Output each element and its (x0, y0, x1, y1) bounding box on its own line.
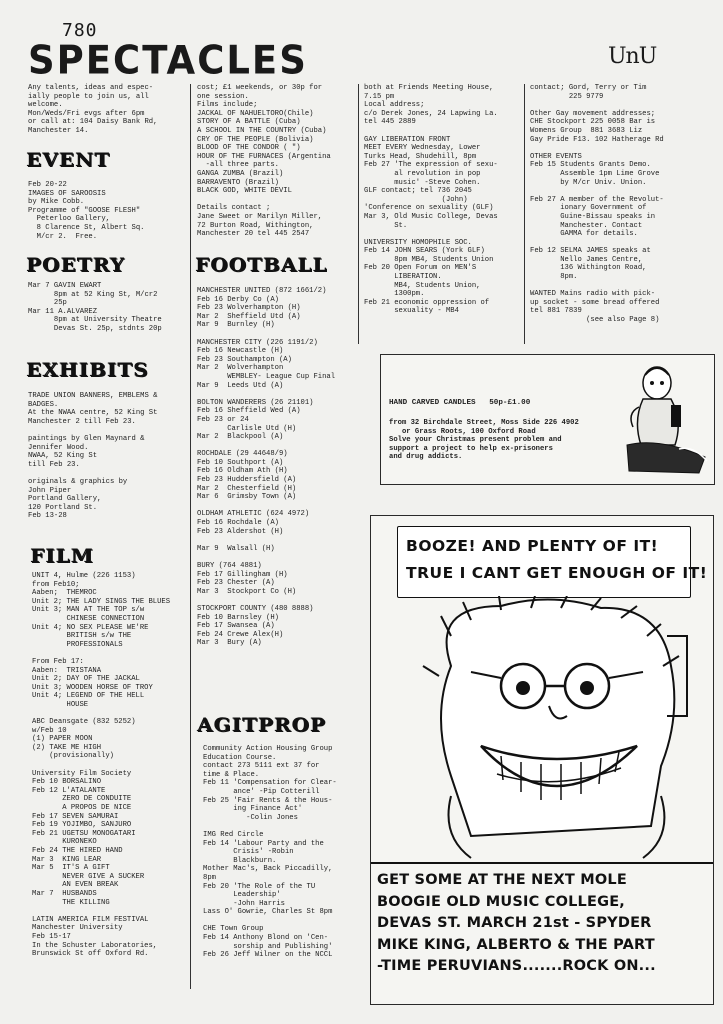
football-fixtures: MANCHESTER UNITED (872 1661/2) Feb 16 Derby Co (A) Feb 23 Wolverhampton (H) Mar 2 Sheffield Utd (A) Mar 9 Burnley (H) MANCHESTER CITY (226 1191/2) Feb 16 Newcastle (H) Feb 23 Southampton (A) Mar 2 Wolverhampton WEMBLEY- League Cup Final Mar 9 Leeds Utd (A) BOLTON WANDERERS (26 21101) Feb 16 Sheffield Wed (A) Feb 23 or 24 Carlisle Utd (H) Mar 2 Blackpool (A) ROCHDALE (29 44648/9) Feb 10 Southport (A) Feb 16 Oldham Ath (H) Feb 23 Huddersfield (A) Mar 2 Chesterfield (H) Mar 6 Grimsby Town (A) OLDHAM ATHLETIC (624 4972) Feb 16 Rochdale (A) Feb 23 Aldershot (H) Mar 9 Walsall (H) BURY (764 4881) Feb 17 Gillingham (H) Feb 23 Chester (A) Mar 3 Stockport Co (H) STOCKPORT COUNTY (480 8888) Feb 10 Barnsley (H) Feb 17 Swansea (A) Feb 24 Crewe Alex(H) Mar 3 Bury (A) (197, 287, 336, 648)
event-listings: Feb 20-22 IMAGES OF SAROOSIS by Mike Cobb. Programme of "GOOSE FLESH" Peterloo Gallery, 8 Clarence St, Albert Sq. M/cr 2. Free. (28, 181, 145, 241)
section-heading-film: FILM (30, 544, 94, 567)
publication-logo: UnU (608, 44, 657, 69)
speech-bubble-text: BOOZE! AND PLENTY OF IT! TRUE I CANT GET ENOUGH OF IT! (406, 537, 708, 582)
exhibits-listings: TRADE UNION BANNERS, EMBLEMS & BADGES. At the NWAA centre, 52 King St Manchester 2 till Feb 23. paintings by Glen Maynard & Jennifer Wood. NWAA, 52 King St till Feb 23. originals & graphics by John Piper Portland Gallery, 120 Portland St. Feb 13-28 (28, 392, 158, 521)
column-divider (524, 84, 525, 344)
candles-advert-title: HAND CARVED CANDLES 50p-£1.00 (389, 399, 531, 407)
masthead-title: SPECTACLES (28, 38, 308, 84)
candle-figure-illustration (619, 361, 711, 479)
advert-divider (371, 862, 713, 864)
column-divider (190, 84, 191, 989)
section-heading-event: EVENT (26, 148, 111, 171)
mole-boogie-advert (370, 515, 714, 1005)
grinning-face-illustration (411, 596, 701, 866)
gay-liberation-listings: both at Friends Meeting House, 7.15 pm Local address; c/o Derek Jones, 24 Lapwing La. tel 445 2889 GAY LIBERATION FRONT MEET EVERY Wednesday, Lower Turks Head, Shudehill, 8pm Feb 27 'The expression of sexu- al revolution in pop music' -Steve Cohen. GLF contact; tel 736 2045 (John) 'Conference on sexuality (GLF) Mar 3, Old Music College, Devas St. UNIVERSITY HOMOPHILE SOC. Feb 14 JOHN SEARS (York GLF) 8pm MB4, Students Union Feb 20 Open Forum on MEN'S LIBERATION. MB4, Students Union, 1300pm. Feb 21 economic oppression of sexuality - MB4 (364, 84, 498, 316)
section-heading-football: FOOTBALL (195, 253, 328, 276)
film-listings: UNIT 4, Hulme (226 1153) from Feb10; Aaben; THEMROC Unit 2; THE LADY SINGS THE BLUES Unit 3; MAN AT THE TOP s/w CHINESE CONNECTION Unit 4; NO SEX PLEASE WE'RE BRITISH s/w THE PROFESSIONALS From Feb 17: Aaben: TRISTANA Unit 2; DAY OF THE JACKAL Unit 3; WOODEN HORSE OF TROY Unit 4; LEGEND OF THE HELL HOUSE ABC Deansgate (832 5252) w/Feb 10 (1) PAPER MOON (2) TAKE ME HIGH (provisionally) University Film Society Feb 10 BORSALINO Feb 12 L'ATALANTE ZERO DE CONDUITE A PROPOS DE NICE Feb 17 SEVEN SAMURAI Feb 19 YOJIMBO, SANJURO Feb 21 UGETSU MONOGATARI KURONEKO Feb 24 THE HIRED HAND Mar 3 KING LEAR Mar 5 IT'S A GIFT NEVER GIVE A SUCKER AN EVEN BREAK Mar 7 HUSBANDS THE KILLING LATIN AMERICA FILM FESTIVAL Manchester University Feb 15-17 In the Schuster Laboratories, Brunswick St off Oxford Rd. (32, 572, 171, 959)
intro-text: Any talents, ideas and espec- ially people to join us, all welcome. Mon/Weds/Fri evgs after 6pm or call at: 104 Daisy Bank Rd, Manchester 14. (28, 84, 158, 135)
other-events-listings: contact; Gord, Terry or Tim 225 9779 Other Gay movement addresses; CHE Stockport 225 0058 Bar is Womens Group 881 3683 Liz Gay Pride F13. 102 Hatherage Rd OTHER EVENTS Feb 15 Students Grants Demo. Assemble 1pm Lime Grove by M/cr Univ. Union. Feb 27 A member of the Revolut- ionary Government of Guine-Bissau speaks in Manchester. Contact GAMMA for details. Feb 12 SELMA JAMES speaks at Nello James Centre, 136 Withington Road, 8pm. WANTED Mains radio with pick- up socket - some bread offered tel 881 7839 (see also Page 8) (530, 84, 664, 325)
page-number: 780 (62, 20, 98, 41)
speech-bubble (397, 526, 708, 598)
latin-america-film-details: cost; £1 weekends, or 30p for one session. Films include; JACKAL OF NAHUELTORO(Chile) STORY OF A BATTLE (Cuba) A SCHOOL IN THE COUNTRY (Cuba) CRY OF THE PEOPLE (Bolivia) BLOOD OF THE CONDOR ( ") HOUR OF THE FURNACES (Argentina -all three parts. GANGA ZUMBA (Brazil) BARRAVENTO (Brazil) BLACK GOD, WHITE DEVIL Details contact ; Jane Sweet or Marilyn Miller, 72 Burton Road, Withington, Manchester 20 tel 445 2547 (197, 84, 331, 239)
section-heading-poetry: POETRY (26, 253, 125, 276)
mole-boogie-caption: GET SOME AT THE NEXT MOLE BOOGIE OLD MUSIC COLLEGE, DEVAS ST. MARCH 21st - SPYDER MIKE KING, ALBERTO & THE PART -TIME PERUVIANS.......ROCK ON... (377, 872, 656, 974)
candles-advert-body: from 32 Birchdale Street, Moss Side 226 4902 or Grass Roots, 100 Oxford Road Solve your Christmas present problem and support a project to help ex-prisoners and drug addicts. (389, 419, 579, 462)
candles-advert (380, 354, 715, 485)
agitprop-listings: Community Action Housing Group Education Course. contact 273 5111 ext 37 for time & Place. Feb 11 'Compensation for Clear- ance' -Pip Cotterill Feb 25 'Fair Rents & the Hous- ing Finance Act' -Colin Jones IMG Red Circle Feb 14 'Labour Party and the Crisis' -Robin Blackburn. Mother Mac's, Back Piccadilly, 8pm Feb 20 'The Role of the TU Leadership' -John Harris Lass O' Gowrie, Charles St 8pm CHE Town Group Feb 14 Anthony Blond on 'Cen- sorship and Publishing' Feb 26 Jeff Wilner on the NCCL (203, 745, 337, 960)
poetry-listings: Mar 7 GAVIN EWART 8pm at 52 King St, M/cr2 25p Mar 11 A.ALVAREZ 8pm at University Theatre Devas St. 25p, stdnts 20p (28, 282, 162, 333)
column-divider (358, 84, 359, 344)
section-heading-agitprop: AGITPROP (197, 713, 326, 736)
section-heading-exhibits: EXHIBITS (26, 358, 149, 381)
